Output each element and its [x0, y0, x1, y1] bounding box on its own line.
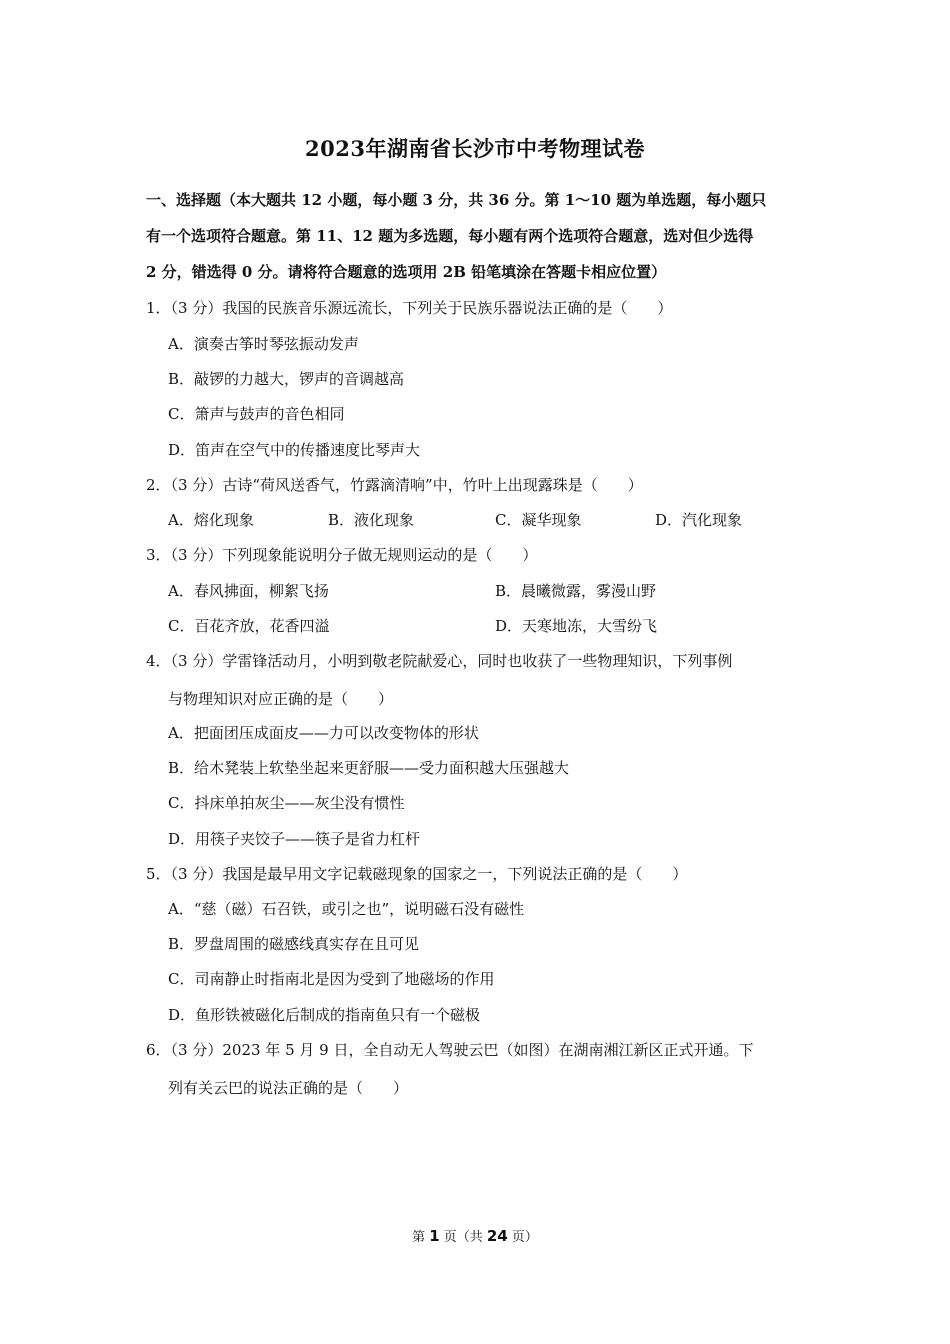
question-4-stem-continued: 与物理知识对应正确的是（ ） — [168, 690, 394, 708]
question-4-option-b: B．给木凳装上软垫坐起来更舒服——受力面积越大压强越大 — [168, 759, 570, 777]
current-page-number: 1 — [429, 1227, 440, 1245]
question-3-option-a: A．春风拂面，柳絮飞扬 — [168, 582, 329, 600]
footer-prefix: 第 — [412, 1230, 430, 1245]
page-footer — [0, 1226, 950, 1245]
question-4-option-d: D．用筷子夹饺子——筷子是省力杠杆 — [168, 830, 421, 848]
question-1-option-b: B．敲锣的力越大，锣声的音调越高 — [168, 370, 405, 388]
question-1-option-a: A．演奏古筝时琴弦振动发声 — [168, 335, 359, 353]
question-3-option-d: D．天寒地冻，大雪纷飞 — [495, 617, 658, 635]
footer-middle: 页（共 — [439, 1230, 487, 1245]
footer-suffix: 页） — [507, 1230, 538, 1245]
question-4-option-a: A．把面团压成面皮——力可以改变物体的形状 — [168, 724, 479, 742]
section-line: 有一个选项符合题意。第 11、12 题为多选题，每小题有两个选项符合题意，选对但少选得 — [146, 227, 754, 245]
question-2-option-b: B．液化现象 — [328, 511, 415, 529]
section-instructions — [146, 182, 812, 290]
question-1-option-d: D．笛声在空气中的传播速度比琴声大 — [168, 441, 421, 459]
question-5-option-b: B．罗盘周围的磁感线真实存在且可见 — [168, 935, 420, 953]
question-2-option-a: A．熔化现象 — [168, 511, 254, 529]
question-4-option-c: C．抖床单拍灰尘——灰尘没有惯性 — [168, 794, 405, 812]
question-1-option-c: C．箫声与鼓声的音色相同 — [168, 405, 345, 423]
page-title: 2023年湖南省长沙市中考物理试卷 — [305, 136, 645, 161]
question-1-stem: 1．（3 分）我国的民族音乐源远流长，下列关于民族乐器说法正确的是（ ） — [146, 299, 673, 317]
question-2-option-c: C．凝华现象 — [495, 511, 582, 529]
question-2-option-d: D．汽化现象 — [655, 511, 743, 529]
question-3-stem: 3．（3 分）下列现象能说明分子做无规则运动的是（ ） — [146, 546, 538, 564]
question-4-stem: 4．（3 分）学雷锋活动月，小明到敬老院献爱心，同时也收获了一些物理知识，下列事例 — [146, 652, 733, 670]
question-5-option-a: A．“慈（磁）石召铁，或引之也”，说明磁石没有磁性 — [168, 900, 525, 918]
section-line: 2 分，错选得 0 分。请将符合题意的选项用 2B 铅笔填涂在答题卡相应位置） — [146, 263, 667, 281]
question-3-option-b: B．晨曦微露，雾漫山野 — [495, 582, 657, 600]
question-3-option-c: C．百花齐放，花香四溢 — [168, 617, 330, 635]
section-line: 一、选择题（本大题共 12 小题，每小题 3 分，共 36 分。第 1～10 题为单选题，每小题只 — [146, 191, 767, 209]
question-2-stem: 2．（3 分）古诗“荷风送香气，竹露滴清响”中，竹叶上出现露珠是（ ） — [146, 476, 643, 494]
total-page-count: 24 — [486, 1227, 508, 1245]
question-6-stem-continued: 列有关云巴的说法正确的是（ ） — [168, 1079, 409, 1097]
question-6-stem: 6．（3 分）2023 年 5 月 9 日，全自动无人驾驶云巴（如图）在湖南湘江新区正式开通。下 — [146, 1041, 754, 1059]
question-5-option-c: C．司南静止时指南北是因为受到了地磁场的作用 — [168, 970, 495, 988]
question-5-option-d: D．鱼形铁被磁化后制成的指南鱼只有一个磁极 — [168, 1006, 481, 1024]
question-5-stem: 5．（3 分）我国是最早用文字记载磁现象的国家之一，下列说法正确的是（ ） — [146, 865, 688, 883]
